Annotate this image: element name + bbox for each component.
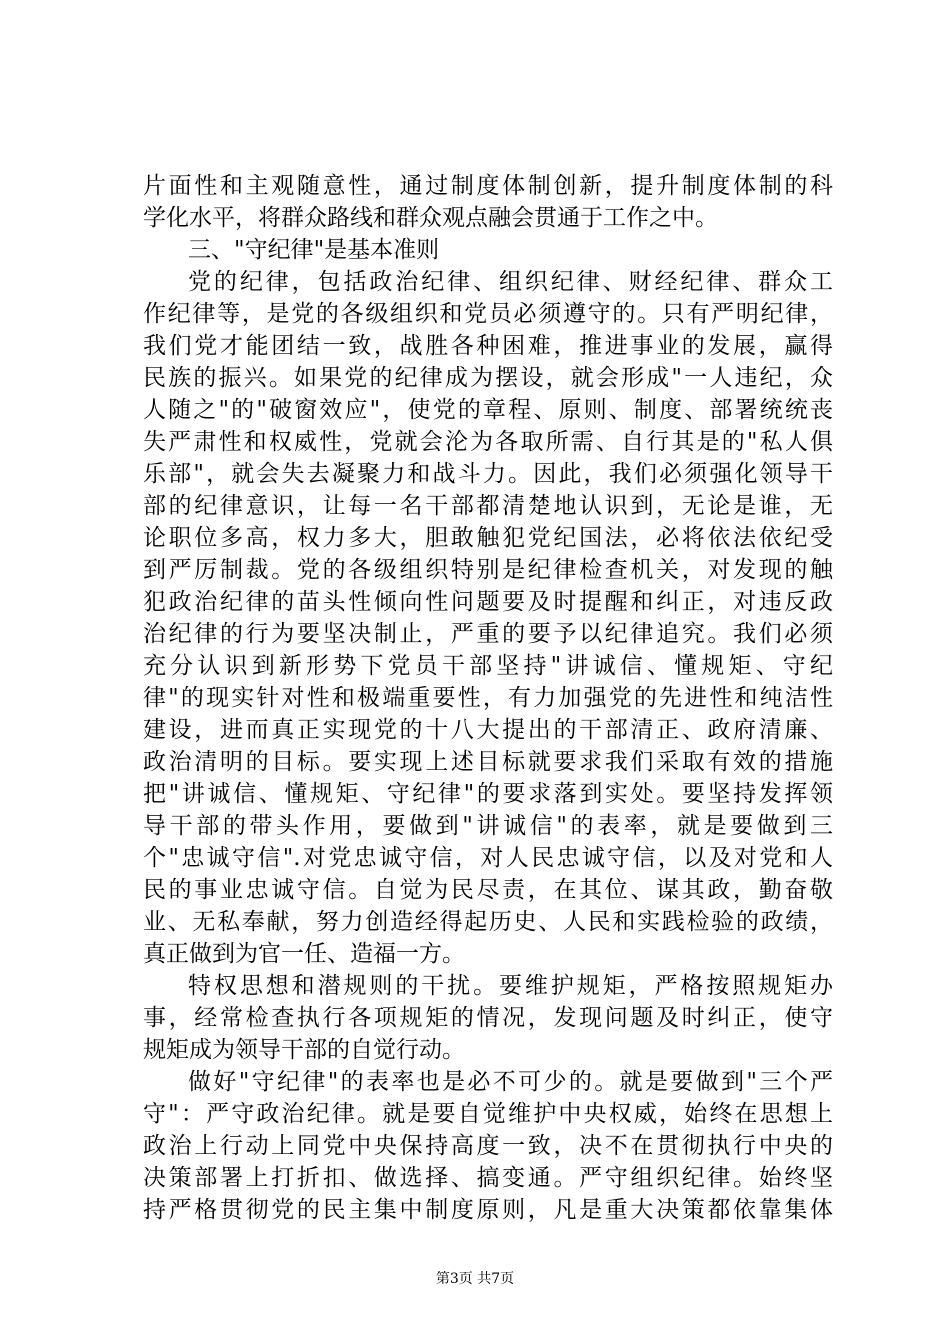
text-line: 人随之"的"破窗效应"，使党的章程、原则、制度、部署统统丧 — [143, 397, 833, 423]
page-number-footer: 第3页 共7页 — [435, 1271, 515, 1287]
section-heading — [143, 234, 833, 266]
text-line: 导干部的带头作用，要做到"讲诚信"的表率，就是要做到三 — [143, 813, 833, 839]
text-line: 守"：严守政治纪律。就是要自觉维护中央权威，始终在思想上 — [143, 1101, 833, 1127]
text-line: 党的纪律，包括政治纪律、组织纪律、财经纪律、群众工 — [188, 269, 833, 295]
paragraph-4 — [143, 1066, 833, 1226]
document-body — [143, 170, 833, 1226]
text-line: 治纪律的行为要坚决制止，严重的要予以纪律追究。我们必须 — [143, 621, 833, 647]
text-line: 做好"守纪律"的表率也是必不可少的。就是要做到"三个严 — [188, 1069, 833, 1095]
paragraph-1 — [143, 170, 833, 234]
text-line: 民的事业忠诚守信。自觉为民尽责，在其位、谋其政，勤奋敬 — [143, 877, 833, 903]
text-line: 持严格贯彻党的民主集中制度原则，凡是重大决策都依靠集体 — [143, 1197, 833, 1223]
text-line: 作纪律等，是党的各级组织和党员必须遵守的。只有严明纪律， — [143, 301, 833, 327]
text-line: 失严肃性和权威性，党就会沦为各取所需、自行其是的"私人俱 — [143, 429, 833, 455]
text-line: 建设，进而真正实现党的十八大提出的干部清正、政府清廉、 — [143, 717, 833, 743]
paragraph-3 — [143, 970, 833, 1066]
text-line: 充分认识到新形势下党员干部坚持"讲诚信、懂规矩、守纪 — [143, 653, 833, 679]
text-line: 犯政治纪律的苗头性倾向性问题要及时提醒和纠正，对违反政 — [143, 589, 833, 615]
text-line: 学化水平，将群众路线和群众观点融会贯通于工作之中。 — [143, 205, 718, 231]
section-heading-text: 三、"守纪律"是基本准则 — [188, 237, 440, 263]
text-line: 民族的振兴。如果党的纪律成为摆设，就会形成"一人违纪，众 — [143, 365, 833, 391]
text-line: 片面性和主观随意性，通过制度体制创新，提升制度体制的科 — [143, 173, 833, 199]
text-line: 乐部"，就会失去凝聚力和战斗力。因此，我们必须强化领导干 — [143, 461, 833, 487]
text-line: 决策部署上打折扣、做选择、搞变通。严守组织纪律。始终坚 — [143, 1165, 833, 1191]
text-line: 事，经常检查执行各项规矩的情况，发现问题及时纠正，使守 — [143, 1005, 833, 1031]
text-line: 真正做到为官一任、造福一方。 — [143, 941, 465, 967]
text-line: 政治清明的目标。要实现上述目标就要求我们采取有效的措施 — [143, 749, 833, 775]
text-line: 我们党才能团结一致，战胜各种困难，推进事业的发展，赢得 — [143, 333, 833, 359]
text-line: 政治上行动上同党中央保持高度一致，决不在贯彻执行中央的 — [143, 1133, 833, 1159]
text-line: 部的纪律意识，让每一名干部都清楚地认识到，无论是谁，无 — [143, 493, 833, 519]
text-line: 个"忠诚守信".对党忠诚守信，对人民忠诚守信，以及对党和人 — [143, 845, 833, 871]
text-line: 规矩成为领导干部的自觉行动。 — [143, 1037, 465, 1063]
paragraph-2 — [143, 266, 833, 970]
text-line: 把"讲诚信、懂规矩、守纪律"的要求落到实处。要坚持发挥领 — [143, 781, 833, 807]
text-line: 特权思想和潜规则的干扰。要维护规矩，严格按照规矩办 — [188, 973, 833, 999]
text-line: 到严厉制裁。党的各级组织特别是纪律检查机关，对发现的触 — [143, 557, 833, 583]
text-line: 律"的现实针对性和极端重要性，有力加强党的先进性和纯洁性 — [143, 685, 833, 711]
text-line: 业、无私奉献，努力创造经得起历史、人民和实践检验的政绩， — [143, 909, 833, 935]
text-line: 论职位多高，权力多大，胆敢触犯党纪国法，必将依法依纪受 — [143, 525, 833, 551]
